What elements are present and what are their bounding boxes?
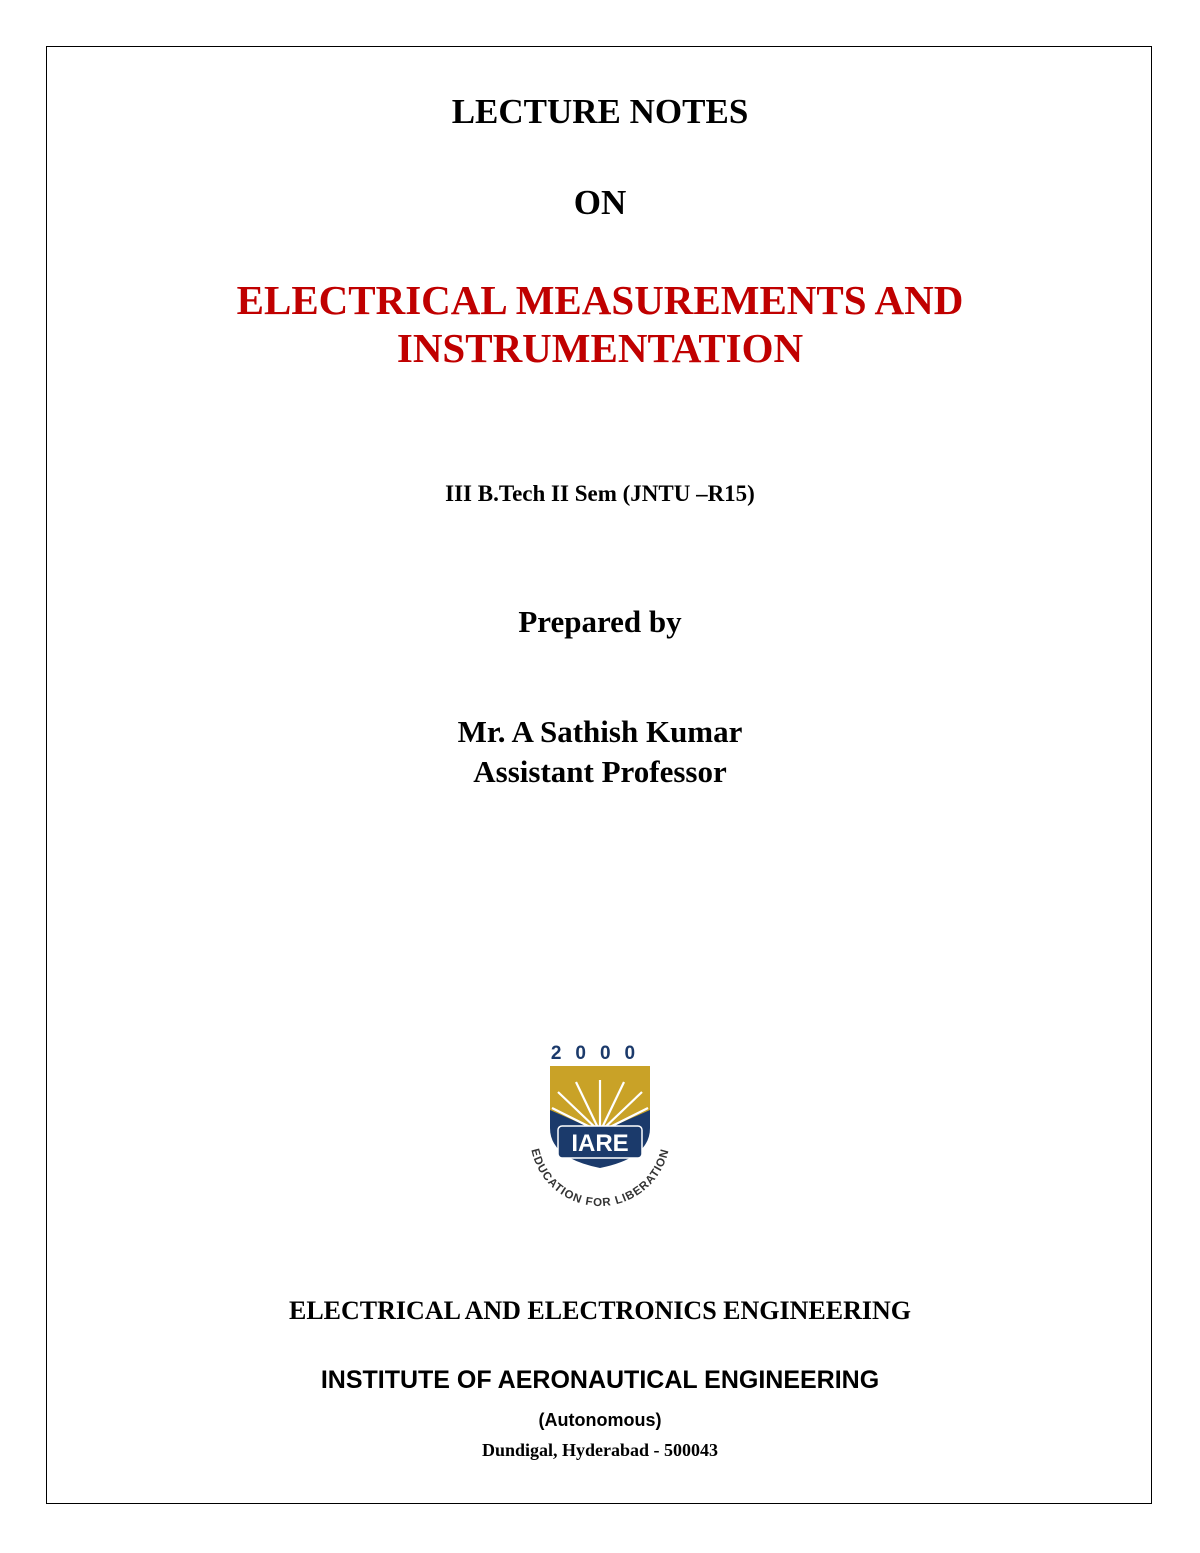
department-name: ELECTRICAL AND ELECTRONICS ENGINEERING [289,1296,911,1325]
logo-year-text: 2000 [550,1043,650,1064]
author-block [0,712,1200,792]
subject-title-line1: ELECTRICAL MEASUREMENTS AND [236,277,964,323]
logo-name-text: IARE [571,1130,629,1157]
heading-on: ON [573,183,627,222]
institute-name: INSTITUTE OF AERONAUTICAL ENGINEERING [320,1366,880,1394]
subject-title [0,276,1200,372]
heading-lecture-notes: LECTURE NOTES [451,92,749,131]
author-name: Mr. A Sathish Kumar [457,714,743,749]
logo-motto-text: EDUCATION FOR LIBERATION [528,1147,672,1210]
course-info: III B.Tech II Sem (JNTU –R15) [445,481,755,506]
logo-year [551,1043,649,1064]
prepared-by-label: Prepared by [518,604,682,639]
subject-title-line2: INSTRUMENTATION [396,325,804,371]
author-title: Assistant Professor [473,754,727,789]
iare-logo [500,1040,700,1220]
autonomous-status: (Autonomous) [538,1410,662,1430]
institute-address: Dundigal, Hyderabad - 500043 [481,1440,719,1460]
